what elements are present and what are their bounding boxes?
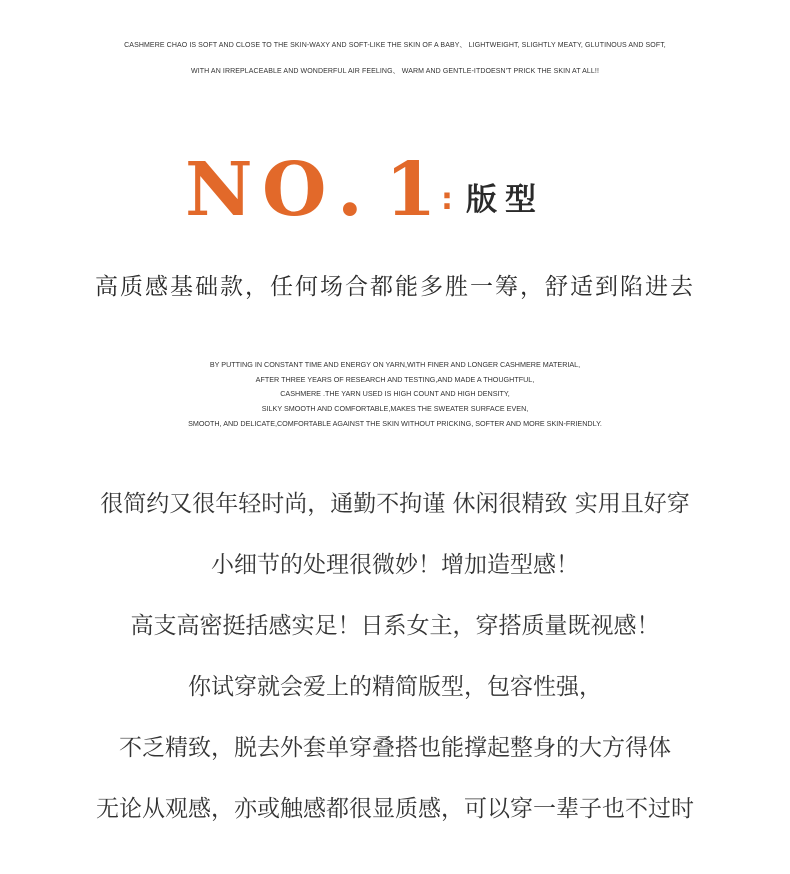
intro-text-line-2: WITH AN IRREPLACEABLE AND WONDERFUL AIR FEELING、 WARM AND GENTLE-ITDOESN'T PRICK THE SKIN AT ALL!! [190,68,599,75]
english-line-3: CASHMERE .THE YARN USED IS HIGH COUNT AND HIGH DENSITY, [280,389,510,399]
headline-dot: . [337,147,363,233]
english-line-4: SILKY SMOOTH AND COMFORTABLE,MAKES THE SWEATER SURFACE EVEN, [261,404,529,414]
feature-line-1: 很简约又很年轻时尚，通勤不拘谨 休闲很精致 实用且好穿 [100,491,690,517]
english-line-5: SMOOTH, AND DELICATE,COMFORTABLE AGAINST THE SKIN WITHOUT PRICKING, SOFTER AND MORE SKIN-FRIENDLY. [188,418,602,428]
section-headline [0,147,790,233]
feature-line-3: 高支高密挺括感实足！日系女主，穿搭质量既视感！ [130,613,660,639]
english-line-1: BY PUTTING IN CONSTANT TIME AND ENERGY ON YARN,WITH FINER AND LONGER CASHMERE MATERIAL, [209,360,581,369]
headline-number: 1 [385,147,437,233]
headline-letter-o: O [262,147,327,233]
english-line-2: AFTER THREE YEARS OF RESEARCH AND TESTING,AND MADE A THOUGHTFUL, [255,374,535,384]
intro-text-line-1: CASHMERE CHAO IS SOFT AND CLOSE TO THE SKIN-WAXY AND SOFT-LIKE THE SKIN OF A BABY、 LIGHTWEIGHT, SLIGHTLY MEATY, GLUTINOUS AND SOFT, [124,42,666,49]
feature-line-4: 你试穿就会爱上的精简版型，包容性强， [188,674,602,700]
feature-line-6: 无论从观感，亦或触感都很显质感，可以穿一辈子也不过时 [96,796,694,822]
headline-letter-n: N [185,147,253,233]
english-description [0,358,790,432]
headline-word: 版型 [466,182,544,218]
feature-line-5: 不乏精致，脱去外套单穿叠搭也能撑起整身的大方得体 [119,735,671,761]
feature-line-2: 小细节的处理很微妙！增加造型感！ [211,552,579,578]
section-subtitle: 高质感基础款，任何场合都能多胜一筹，舒适到陷进去 [95,274,695,300]
headline-colon: : [441,182,453,217]
